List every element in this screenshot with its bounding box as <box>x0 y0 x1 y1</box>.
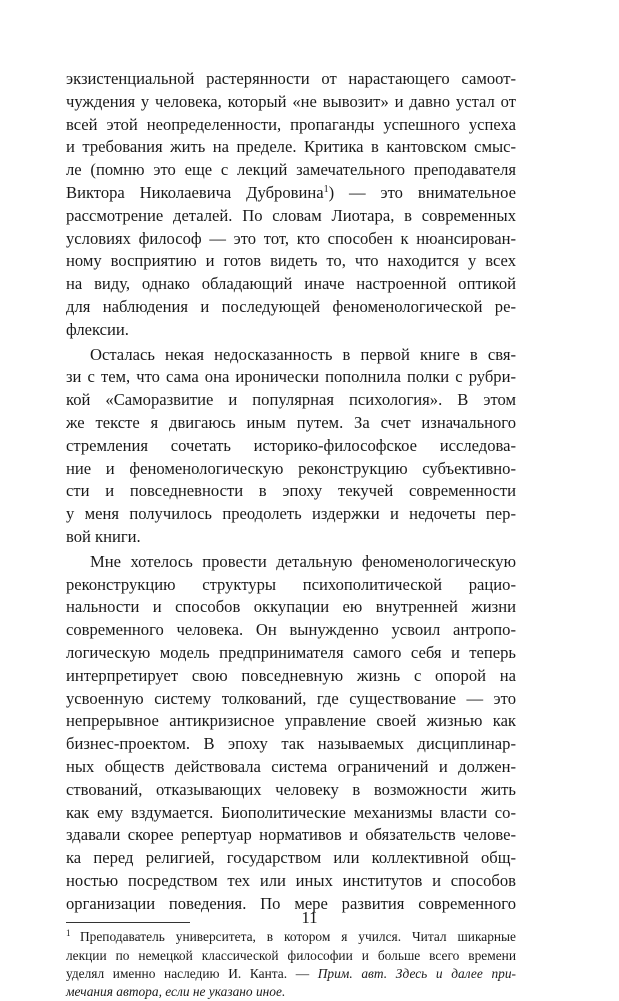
footnote-reference[interactable]: 1 <box>323 183 329 195</box>
text-line: ному восприятию и готов видеть то, что находится у всех <box>66 251 516 271</box>
text-segment: ) — это внимательное <box>328 182 516 202</box>
text-line: чуждения у человека, который «не вывозит» и давно устал от <box>66 91 516 111</box>
text-line: для наблюдения и последующей феноменологической ре- <box>66 296 516 316</box>
text-line: реконструкцию структуры психополитической рацио- <box>66 574 516 594</box>
text-line: рассмотрение деталей. По словам Лиотара, в современных <box>66 205 516 225</box>
text-line: стремления сочетать историко-философское исследова- <box>66 435 516 455</box>
footnote-text: уделял именно наследию И. Канта. — <box>66 965 318 981</box>
footnote-text: Преподаватель университета, в котором я учился. Читал шикарные <box>80 929 516 945</box>
text-line: ных обществ действовала система ограничений и должен- <box>66 756 516 776</box>
text-line: ностью посредством тех или иных институтов и способов <box>66 870 516 890</box>
text-line: флексии. <box>66 319 129 339</box>
text-line: всей этой неопределенности, пропаганды успешного успеха <box>66 114 516 134</box>
footnote <box>66 928 516 1001</box>
text-line: здавали скорее репертуар нормативов и обязательств челове- <box>66 825 516 845</box>
text-line: как ему вздумается. Биополитические механизмы власти со- <box>66 802 516 822</box>
text-segment: Виктора Николаевича Дубровина <box>66 182 324 202</box>
text-line: организации поведения. По мере развития современного <box>66 893 516 913</box>
text-line: логическую модель предпринимателя самого себя и теперь <box>66 642 516 662</box>
text-line: непрерывное антикризисное управление своей жизнью как <box>66 711 516 731</box>
text-line: зи с тем, что сама она иронически пополнила полки с рубри- <box>66 367 516 387</box>
text-line: ние и феноменологическую реконструкцию субъективно- <box>66 458 516 478</box>
footnote-italic-line: мечания автора, если не указано иное. <box>66 984 286 1000</box>
text-line: условиях философ — это тот, кто способен к нюансирован- <box>66 228 516 248</box>
text-line: на виду, однако обладающий иначе настроенной оптикой <box>66 274 516 294</box>
paragraph-2 <box>66 344 516 549</box>
text-line: усвоенную систему толкований, где существование — это <box>66 688 516 708</box>
footnote-line: 1 Преподаватель университета, в котором я учился. Читал шикарные <box>66 928 516 945</box>
footnote-line: лекции по немецкой классической философии и больше всего времени <box>66 947 516 963</box>
text-line-with-footnote-ref <box>66 182 516 205</box>
text-line: экзистенциальной растерянности от нарастающего самоот- <box>66 69 516 88</box>
text-line: нальности и способов оккупации ею внутренней жизни <box>66 597 516 617</box>
text-line: и требования жить на пределе. Критика в кантовском смыс- <box>66 137 516 157</box>
text-line: современного человека. Он вынужденно усвоил антропо- <box>66 620 516 640</box>
text-line: ствований, отказывающих человеку в возможности жить <box>66 779 516 799</box>
text-line: у меня получилось преодолеть издержки и недочеты пер- <box>66 504 516 524</box>
text-line: Мне хотелось провести детальную феноменологическую <box>90 551 516 571</box>
paragraph-1 <box>66 68 516 342</box>
paragraph-3 <box>66 551 516 916</box>
text-line: ка перед религией, государством или коллективной общ- <box>66 848 516 868</box>
footnote-line <box>66 965 516 983</box>
text-line: ле (помню это еще с лекций замечательного преподавателя <box>66 160 516 180</box>
page-number: 11 <box>301 908 318 927</box>
text-line: кой «Саморазвитие и популярная психология». В этом <box>66 390 516 410</box>
book-page <box>66 68 516 1001</box>
text-line: же тексте я двигаюсь иным путем. За счет изначального <box>66 412 516 432</box>
text-line: интерпретирует свою повседневную жизнь с опорой на <box>66 665 516 685</box>
text-line: вой книги. <box>66 526 141 546</box>
text-line: Осталась некая недосказанность в первой книге в свя- <box>90 344 516 364</box>
footnote-italic-text: Прим. авт. Здесь и далее при- <box>317 965 516 981</box>
text-line: сти и повседневности в эпоху текучей современности <box>66 481 516 501</box>
text-line: бизнес-проектом. В эпоху так называемых дисциплинар- <box>66 734 516 754</box>
